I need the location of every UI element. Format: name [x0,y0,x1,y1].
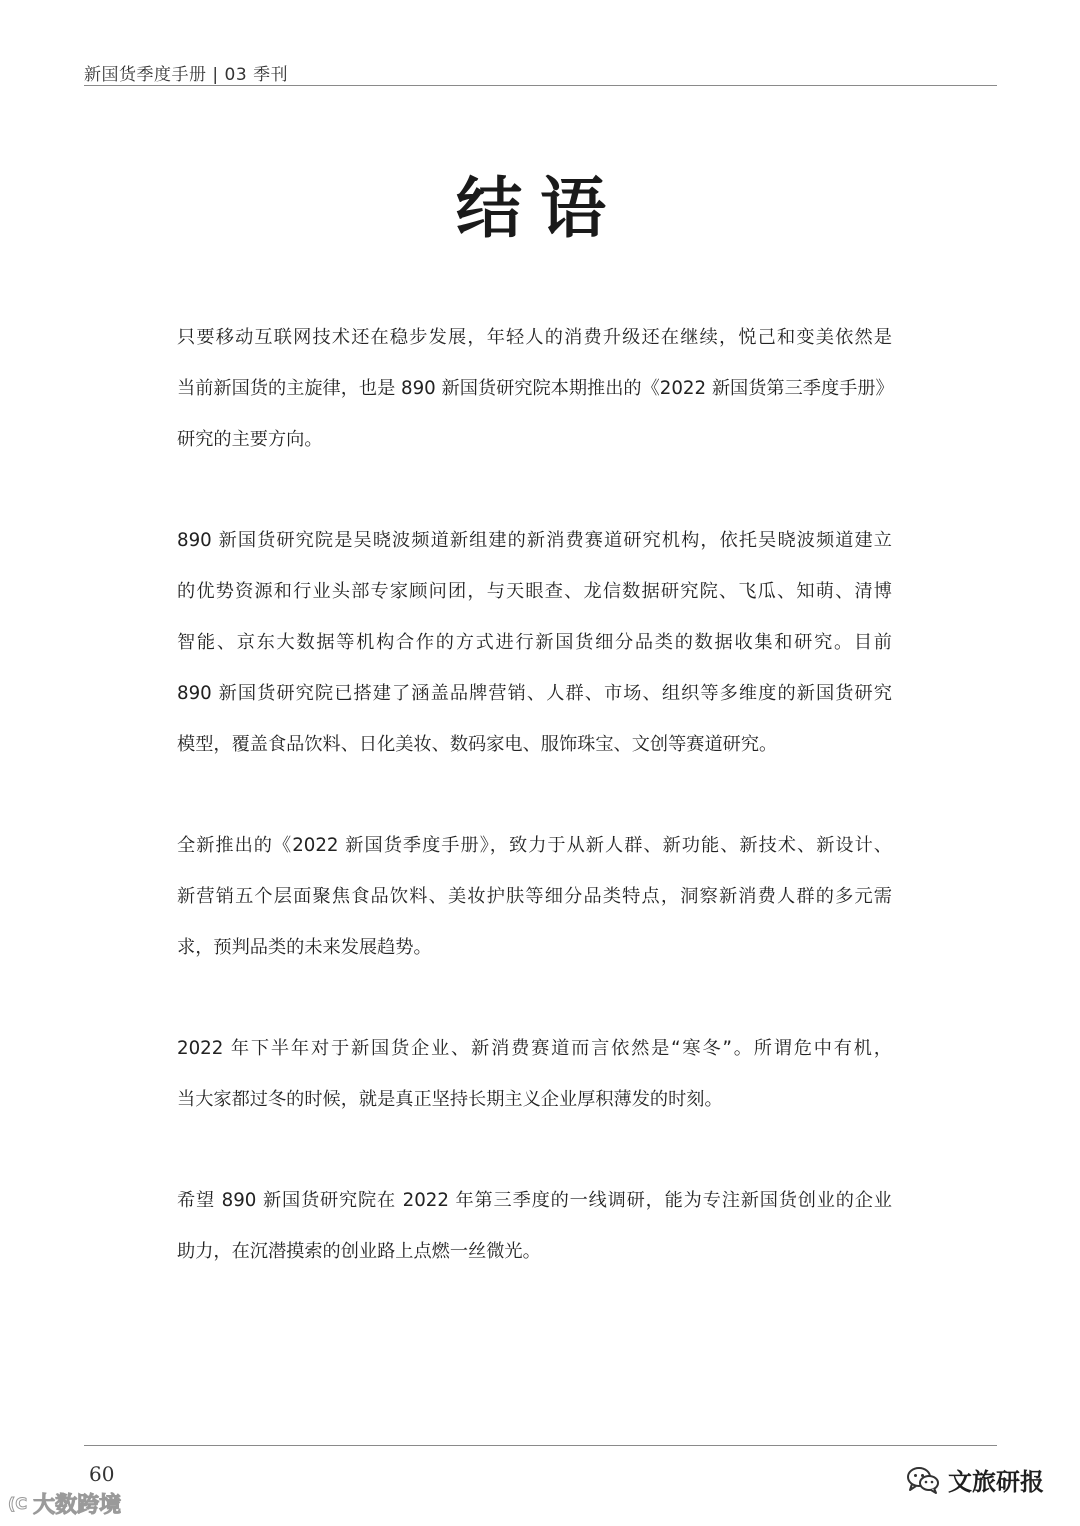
running-header: 新国货季度手册 | 03 季刊 [84,65,289,85]
text-line: 求，预判品类的未来发展趋势。 [177,937,432,958]
text-line: 研究的主要方向。 [177,429,323,450]
text-line: 全新推出的《2022 新国货季度手册》，致力于从新人群、新功能、新技术、新设计、 [177,835,892,856]
text-line: 2022 年下半年对于新国货企业、新消费赛道而言依然是“寒冬”。所谓危中有机， [177,1038,892,1059]
body-text [177,312,892,1327]
page-number: 60 [89,1462,115,1486]
page-title: 结语 [456,169,624,247]
watermark-right-text: 文旅研报 [948,1468,1044,1496]
text-line: 助力，在沉潜摸索的创业路上点燃一丝微光。 [177,1241,541,1262]
text-line: 希望 890 新国货研究院在 2022 年第三季度的一线调研，能为专注新国货创业的企业 [177,1190,892,1211]
header-divider [84,85,997,86]
watermark-left [8,1488,121,1519]
paragraph-4 [177,1023,892,1125]
watermark-logo-icon: (C [8,1494,28,1513]
text-line: 模型，覆盖食品饮料、日化美妆、数码家电、服饰珠宝、文创等赛道研究。 [177,734,778,755]
wechat-icon [906,1465,940,1495]
text-line: 当大家都过冬的时候，就是真正坚持长期主义企业厚积薄发的时刻。 [177,1089,723,1110]
text-line: 智能、京东大数据等机构合作的方式进行新国货细分品类的数据收集和研究。目前 [177,632,892,653]
text-line: 当前新国货的主旋律，也是 890 新国货研究院本期推出的《2022 新国货第三季度手册》 [177,378,894,399]
text-line: 890 新国货研究院是吴晓波频道新组建的新消费赛道研究机构，依托吴晓波频道建立 [177,530,892,551]
paragraph-1 [177,312,892,465]
paragraph-3 [177,820,892,973]
paragraph-2 [177,515,892,770]
text-line: 新营销五个层面聚焦食品饮料、美妆护肤等细分品类特点，洞察新消费人群的多元需 [177,886,892,907]
watermark-left-text: 大数跨境 [33,1493,122,1518]
paragraph-5 [177,1175,892,1277]
text-line: 890 新国货研究院已搭建了涵盖品牌营销、人群、市场、组织等多维度的新国货研究 [177,683,892,704]
text-line: 的优势资源和行业头部专家顾问团，与天眼查、龙信数据研究院、飞瓜、知萌、清博 [177,581,892,602]
text-line: 只要移动互联网技术还在稳步发展，年轻人的消费升级还在继续，悦己和变美依然是 [177,327,892,348]
footer-divider [84,1445,997,1446]
watermark-right [906,1462,1044,1497]
